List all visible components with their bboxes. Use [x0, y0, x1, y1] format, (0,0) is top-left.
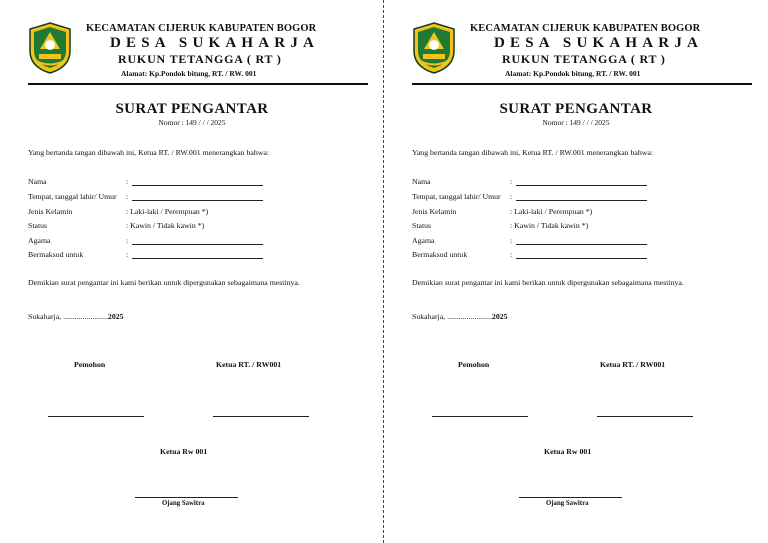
field-line-bermaksud [516, 258, 647, 259]
place-year: 2025 [107, 312, 124, 321]
header-rule [28, 83, 368, 85]
header-desa: DESA SUKAHARJA [494, 35, 704, 51]
document-intro: Yang bertanda tangan dibawah ini, Ketua RT. / RW.001 menerangkan bahwa: [28, 148, 270, 157]
field-value-ttl: : [510, 192, 513, 201]
header-rukun: RUKUN TETANGGA ( RT ) [118, 52, 282, 66]
letter-page-right [384, 0, 768, 543]
signature-ketua-rw-name: Ojang Sawitra [162, 500, 205, 507]
bogor-regency-logo-icon [28, 21, 72, 75]
field-line-bermaksud [132, 258, 263, 259]
field-label-jenis-kelamin: Jenis Kelamin [28, 207, 73, 216]
field-label-jenis-kelamin: Jenis Kelamin [412, 207, 457, 216]
field-value-jenis-kelamin: : Laki-laki / Perempuan *) [126, 207, 209, 216]
document-nomor: Nomor : 149 / / / 2025 [542, 118, 610, 127]
field-label-ttl: Tempat, tanggal lahir/ Umur [28, 192, 117, 201]
header-desa: DESA SUKAHARJA [110, 35, 320, 51]
signature-pemohon-label: Pemohon [74, 360, 106, 369]
field-label-status: Status [412, 221, 432, 230]
place-year: 2025 [491, 312, 508, 321]
field-value-agama: : [510, 236, 513, 245]
place-date [412, 312, 508, 321]
header-rukun: RUKUN TETANGGA ( RT ) [502, 52, 666, 66]
field-label-status: Status [28, 221, 48, 230]
document-title: SURAT PENGANTAR [115, 101, 269, 117]
field-label-bermaksud: Bermaksud untuk [412, 250, 468, 259]
signature-line-ketua-rw [519, 497, 622, 498]
field-label-agama: Agama [412, 236, 435, 245]
header-alamat: Alamat: Kp.Pondok bitung, RT. / RW. 001 [121, 69, 257, 78]
header-rule [412, 83, 752, 85]
signature-line-ketua-rw [135, 497, 238, 498]
header-kecamatan: KECAMATAN CIJERUK KABUPATEN BOGOR [470, 23, 701, 34]
field-value-status: : Kawin / Tidak kawin *) [510, 221, 589, 230]
signature-ketua-rw-label: Ketua Rw 001 [544, 447, 592, 456]
field-value-jenis-kelamin: : Laki-laki / Perempuan *) [510, 207, 593, 216]
header-alamat: Alamat: Kp.Pondok bitung, RT. / RW. 001 [505, 69, 641, 78]
signature-ketua-rw-name: Ojang Sawitra [546, 500, 589, 507]
field-value-nama: : [126, 177, 129, 186]
field-line-agama [132, 244, 263, 245]
place-date [28, 312, 124, 321]
field-value-status: : Kawin / Tidak kawin *) [126, 221, 205, 230]
signature-line-ketua-rt [597, 416, 693, 417]
field-line-ttl [516, 200, 647, 201]
closing-text: Demikian surat pengantar ini kami berikan untuk dipergunakan sebagaimana mestinya. [412, 278, 684, 287]
field-label-nama: Nama [412, 177, 431, 186]
signature-line-pemohon [432, 416, 528, 417]
field-value-agama: : [126, 236, 129, 245]
signature-pemohon-label: Pemohon [458, 360, 490, 369]
place-prefix: Sukaharja, ....................... [28, 312, 108, 321]
field-label-agama: Agama [28, 236, 51, 245]
closing-text: Demikian surat pengantar ini kami berikan untuk dipergunakan sebagaimana mestinya. [28, 278, 300, 287]
signature-ketua-rw-label: Ketua Rw 001 [160, 447, 208, 456]
field-value-ttl: : [126, 192, 129, 201]
document-intro: Yang bertanda tangan dibawah ini, Ketua RT. / RW.001 menerangkan bahwa: [412, 148, 654, 157]
field-value-nama: : [510, 177, 513, 186]
field-value-bermaksud: : [126, 250, 129, 259]
field-line-nama [516, 185, 647, 186]
header-kecamatan: KECAMATAN CIJERUK KABUPATEN BOGOR [86, 23, 317, 34]
signature-ketua-rt-label: Ketua RT. / RW001 [600, 360, 666, 369]
field-value-bermaksud: : [510, 250, 513, 259]
bogor-regency-logo-icon [412, 21, 456, 75]
signature-line-pemohon [48, 416, 144, 417]
document-nomor: Nomor : 149 / / / 2025 [158, 118, 226, 127]
signature-ketua-rt-label: Ketua RT. / RW001 [216, 360, 282, 369]
place-prefix: Sukaharja, ....................... [412, 312, 492, 321]
document-title: SURAT PENGANTAR [499, 101, 653, 117]
field-line-ttl [132, 200, 263, 201]
field-label-nama: Nama [28, 177, 47, 186]
signature-line-ketua-rt [213, 416, 309, 417]
field-label-bermaksud: Bermaksud untuk [28, 250, 84, 259]
field-label-ttl: Tempat, tanggal lahir/ Umur [412, 192, 501, 201]
field-line-nama [132, 185, 263, 186]
field-line-agama [516, 244, 647, 245]
